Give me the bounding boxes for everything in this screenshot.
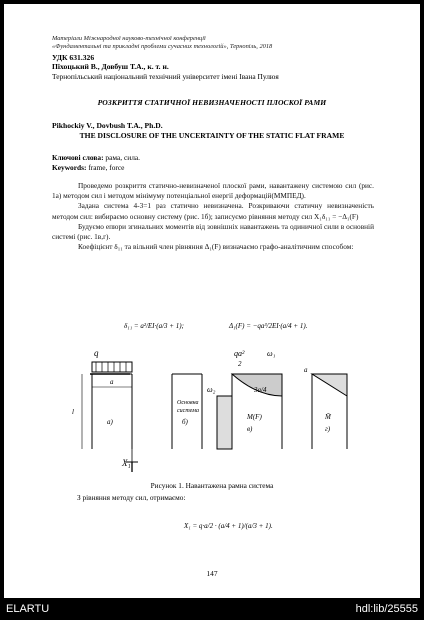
formula-delta11: δ₁₁ = a²/EI·(a/3 + 1); xyxy=(124,322,184,330)
fig-label-a: a xyxy=(110,378,114,386)
title-en: THE DISCLOSURE OF THE UNCERTAINTY OF THE STATIC FLAT FRAME xyxy=(79,131,345,140)
fig-panel-b: б) xyxy=(182,418,188,426)
page-number: 147 xyxy=(206,569,218,578)
conference-header xyxy=(52,35,382,51)
authors-en: Pikhockiy V., Dovbush T.A., Ph.D. xyxy=(52,121,163,130)
fig-label-a-small: a xyxy=(304,366,308,374)
header-line-1: Матеріали Міжнародної науково-технічної конференції xyxy=(52,35,206,42)
fig-panel-a: а) xyxy=(107,418,113,426)
footer-right: hdl:lib/25555 xyxy=(355,603,418,615)
keywords-en-value: frame, force xyxy=(86,163,125,172)
paragraph-2: Задана система 4-3=1 раз статично невизначена. Розкриваючи статичну невизначеність методом сил: вибираємо основну систему (рис. 1б); записуємо рівняння методу сил X₁δ₁₁ = −Δ₁(F) xyxy=(52,201,374,221)
fig-label-omega1: ω₁ xyxy=(267,349,276,358)
udk-code: УДК 631.326 xyxy=(52,53,95,62)
fig-basic-1: Основна xyxy=(177,400,199,406)
fig-label-qa2: qa² xyxy=(234,349,245,358)
fig-panel-v: в) xyxy=(247,425,253,433)
keywords-en-label: Keywords: xyxy=(52,163,87,172)
fig-label-x1: X₁ xyxy=(122,458,131,468)
fig-label-two: 2 xyxy=(238,360,242,368)
title-ua: РОЗКРИТТЯ СТАТИЧНОЇ НЕВИЗНАЧЕНОСТІ ПЛОСКОЇ РАМИ xyxy=(97,98,327,107)
paragraph-1: Проведемо розкриття статично-невизначеної плоскої рами, навантажену системою сил (рис. 1а) методом сил і методом мінімуму потенціальної енергії деформацій(ММПЕД). xyxy=(52,181,374,201)
formula-x1: X₁ = q·a/2 · (a/4 + 1)/(a/3 + 1). xyxy=(184,522,273,530)
footer-left: ELARTU xyxy=(6,603,50,615)
fig-label-3a4: 3a/4 xyxy=(254,386,267,394)
figure-caption: Рисунок 1. Навантажена рамна система xyxy=(150,481,274,490)
text-after-figure: З рівняння методу сил, отримаємо: xyxy=(77,493,186,502)
authors-ua: Піхоцький В., Довбуш Т.А., к. т. н. xyxy=(52,62,169,71)
fig-label-m-bar: M̄ xyxy=(325,413,331,421)
fig-basic-2: система xyxy=(177,408,200,414)
fig-label-q: q xyxy=(94,348,99,358)
header-line-2: «Фундаментальні та прикладні проблеми сучасних технологій», Тернопіль, 2018 xyxy=(52,43,273,50)
keywords-block xyxy=(52,153,140,173)
fig-label-omega2: ω₂ xyxy=(207,385,216,394)
paragraph-4: Коефіцієнт δ₁₁ та вільний член рівняння Δ₁(F) визначаємо графо-аналітичним способом: xyxy=(78,242,354,252)
figure-frame-diagrams xyxy=(42,344,372,476)
fig-label-l: l xyxy=(72,408,74,416)
keywords-ua-value: рама, сила. xyxy=(103,153,141,162)
fig-label-mf: M(F) xyxy=(247,413,262,421)
affiliation: Тернопільський національний технічний університет імені Івана Пулюя xyxy=(52,72,279,81)
paragraph-3: Будуємо епюри згинальних моментів від зовнішніх навантажень та одиничної сили в основній системі (рис. 1в,г). xyxy=(52,221,374,242)
paper-page xyxy=(4,4,420,598)
keywords-ua-label: Ключові слова: xyxy=(52,153,104,162)
body-text xyxy=(52,181,374,252)
formula-delta1f: Δ₁(F) = −qa³/2EI·(a/4 + 1). xyxy=(229,322,308,330)
fig-panel-g: г) xyxy=(325,425,331,433)
